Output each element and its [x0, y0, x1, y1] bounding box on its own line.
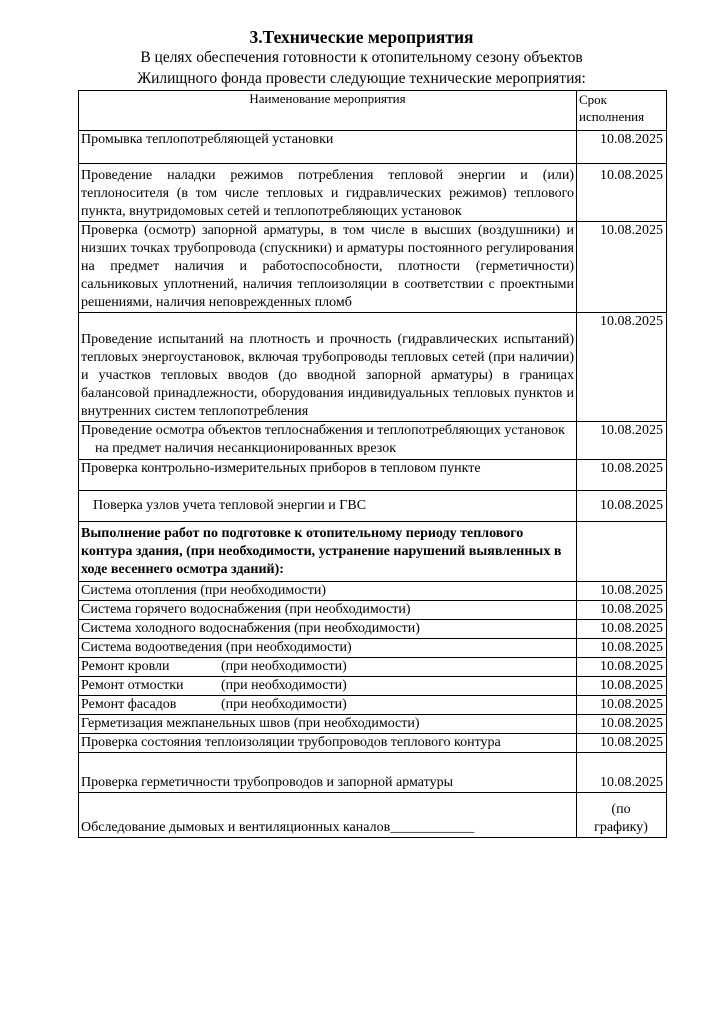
row-name: Поверка узлов учета тепловой энергии и ГВС — [79, 491, 577, 522]
table-row — [79, 601, 667, 620]
table-row — [79, 753, 667, 793]
row-term: 10.08.2025 — [577, 313, 667, 422]
row-name: Проведение осмотра объектов теплоснабжения и теплопотребляющих установок на предмет наличия несанкционированных врезок — [79, 422, 577, 460]
table-row — [79, 734, 667, 753]
row-term: 10.08.2025 — [577, 677, 667, 696]
row-name: Проверка контрольно-измерительных приборов в тепловом пункте — [79, 460, 577, 491]
table-row — [79, 696, 667, 715]
row-name: Система водоотведения (при необходимости) — [79, 639, 577, 658]
row-term: 10.08.2025 — [577, 422, 667, 460]
row-name: Промывка теплопотребляющей установки — [79, 131, 577, 164]
row-label: Ремонт отмостки — [81, 678, 184, 693]
table-row — [79, 131, 667, 164]
row-term: 10.08.2025 — [577, 222, 667, 313]
table-header-row — [79, 91, 667, 131]
row-name: Система отопления (при необходимости) — [79, 582, 577, 601]
row-term: 10.08.2025 — [577, 582, 667, 601]
row-term: 10.08.2025 — [577, 620, 667, 639]
table-row — [79, 639, 667, 658]
table-row — [79, 313, 667, 422]
row-name — [79, 696, 577, 715]
row-term: 10.08.2025 — [577, 164, 667, 222]
table-row — [79, 422, 667, 460]
section-heading: 3.Технические мероприятия — [249, 27, 474, 47]
table-row — [79, 491, 667, 522]
row-name: Система холодного водоснабжения (при необходимости) — [79, 620, 577, 639]
row-name: Проверка состояния теплоизоляции трубопроводов теплового контура — [79, 734, 577, 753]
row-label: Ремонт кровли — [81, 659, 170, 674]
header-term-cell — [577, 91, 667, 131]
row-term-line-1: (по — [611, 802, 631, 817]
row-name: Проверка (осмотр) запорной арматуры, в том числе в высших (воздушники) и низших точках трубопровода (спускники) и арматуры постоянного регулирования на предмет наличия и работоспособности, плотности (герметичности) сальниковых уплотнений, наличия теплоизоляции в соответствии с проектными решениями, наличия неповрежденных пломб — [79, 222, 577, 313]
row-term: 10.08.2025 — [577, 734, 667, 753]
row-term: 10.08.2025 — [577, 601, 667, 620]
row-note: (при необходимости) — [221, 678, 347, 693]
table-row — [79, 222, 667, 313]
row-term: 10.08.2025 — [577, 658, 667, 677]
table-row-section — [79, 522, 667, 582]
row-name: Проведение испытаний на плотность и прочность (гидравлических испытаний) тепловых энергоустановок, включая трубопроводы тепловых сетей (при наличии) и участков тепловых вводов (до вводной запорной арматуры) в границах балансовой принадлежности, оборудования индивидуальных тепловых пунктов и внутренних систем теплопотребления — [79, 313, 577, 422]
table-row — [79, 460, 667, 491]
row-name: Система горячего водоснабжения (при необходимости) — [79, 601, 577, 620]
table-row — [79, 793, 667, 838]
table-row — [79, 582, 667, 601]
row-term: 10.08.2025 — [577, 696, 667, 715]
row-name — [79, 658, 577, 677]
section-row-name: Выполнение работ по подготовке к отопительному периоду теплового контура здания, (при необходимости, устранение нарушений выявленных в ходе весеннего осмотра зданий): — [79, 522, 577, 582]
intro-line-2: Жилищного фонда провести следующие технические мероприятия: — [137, 70, 586, 87]
table-row — [79, 715, 667, 734]
intro-line-1: В целях обеспечения готовности к отопительному сезону объектов — [140, 49, 583, 66]
header-term-line-1: Срок — [579, 92, 607, 107]
table-row — [79, 658, 667, 677]
row-term: 10.08.2025 — [577, 639, 667, 658]
table-row — [79, 620, 667, 639]
table-row — [79, 677, 667, 696]
row-term: 10.08.2025 — [577, 491, 667, 522]
row-name: Проверка герметичности трубопроводов и запорной арматуры — [79, 753, 577, 793]
header-term-line-2: исполнения — [579, 109, 645, 124]
row-name — [79, 677, 577, 696]
row-name: Проведение наладки режимов потребления тепловой энергии и (или) теплоносителя (в том числе тепловых и гидравлических режимов) теплового пункта, внутридомовых сетей и теплопотребляющих установок — [79, 164, 577, 222]
row-name: Обследование дымовых и вентиляционных каналов____________ — [79, 793, 577, 838]
row-term: 10.08.2025 — [577, 460, 667, 491]
row-name: Герметизация межпанельных швов (при необходимости) — [79, 715, 577, 734]
row-term: 10.08.2025 — [577, 753, 667, 793]
row-term: 10.08.2025 — [577, 715, 667, 734]
table-row — [79, 164, 667, 222]
row-term-line-2: графику) — [594, 820, 648, 835]
row-label: Ремонт фасадов — [81, 697, 177, 712]
header-name-cell: Наименование мероприятия — [79, 91, 577, 131]
row-term — [577, 522, 667, 582]
row-note: (при необходимости) — [221, 697, 347, 712]
row-term: 10.08.2025 — [577, 131, 667, 164]
measures-table — [78, 90, 667, 838]
row-note: (при необходимости) — [221, 659, 347, 674]
row-term — [577, 793, 667, 838]
